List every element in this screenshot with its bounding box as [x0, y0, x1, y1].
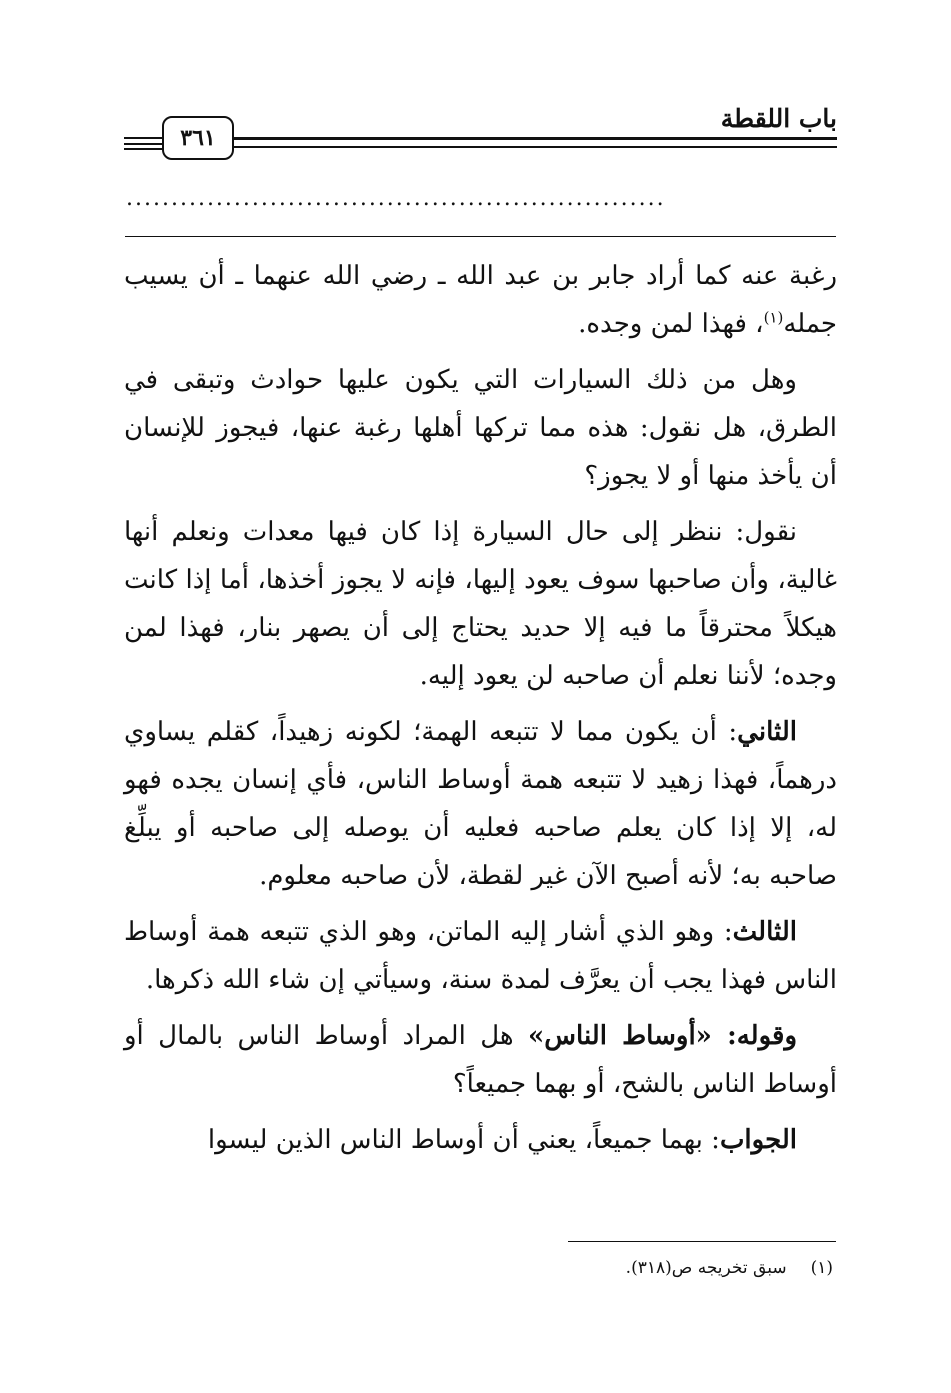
paragraph-text: رغبة عنه كما أراد جابر بن عبد الله ـ رضي الله عنهما ـ أن يسيب جمله — [124, 261, 837, 339]
page-number — [162, 116, 234, 160]
paragraph-5 — [124, 908, 837, 1004]
footnote-mark: (١) — [810, 1258, 833, 1278]
paragraph-text: ، فهذا لمن وجده. — [578, 309, 764, 339]
term-heading: الثاني — [737, 717, 797, 747]
paragraph-3: نقول: ننظر إلى حال السيارة إذا كان فيها معدات ونعلم أنها غالية، وأن صاحبها سوف يعود إليها، فإنه لا يجوز أخذها، أما إذا كانت هيكلاً محترقاً ما فيه إلا حديد يحتاج إلى أن يصهر بنار، فهذا لمن وجده؛ لأننا نعلم أن صاحبه لن يعود إليه. — [124, 517, 837, 691]
header-rule — [124, 148, 166, 150]
paragraph-text: : وهو الذي أشار إليه الماتن، وهو الذي تتبعه همة أوساط الناس فهذا يجب أن يعرَّف لمدة سنة، وسيأتي إن شاء الله ذكرها. — [124, 917, 837, 995]
chapter-title: باب اللقطة — [720, 104, 837, 133]
paragraph-2: وهل من ذلك السيارات التي يكون عليها حوادث وتبقى في الطرق، هل نقول: هذه مما تركها أهلها رغبة عنها، فيجوز للإنسان أن يأخذ منها أو لا يجوز؟ — [124, 365, 837, 491]
divider — [125, 236, 836, 237]
term-heading: الثالث — [732, 917, 797, 947]
header-rule — [124, 143, 166, 145]
body-text — [124, 252, 837, 1172]
paragraph-text: : أن يكون مما لا تتبعه الهمة؛ لكونه زهيداً، كقلم يساوي درهماً، فهذا زهيد لا تتبعه همة أوساط الناس، فأي إنسان يجده فهو له، إلا إذا كان يعلم صاحبه فعليه أن يوصله إلى صاحبه أو يبلِّغ صاحبه به؛ لأنه أصبح الآن غير لقطة، لأن صاحبه معلوم. — [124, 717, 837, 891]
paragraph-text: : بهما جميعاً، يعني أن أوساط الناس الذين ليسوا — [207, 1125, 720, 1155]
footnote — [626, 1258, 833, 1278]
paragraph-7 — [124, 1116, 837, 1164]
paragraph-text: هل المراد أوساط الناس بالمال أو أوساط الناس بالشح، أو بهما جميعاً؟ — [124, 1021, 837, 1099]
header-rule — [232, 146, 837, 148]
page-number-text: ٣٦١ — [180, 125, 216, 151]
term-heading: الجواب — [719, 1125, 797, 1155]
paragraph-6 — [124, 1012, 837, 1108]
header-rule — [124, 137, 166, 139]
paragraph-4 — [124, 708, 837, 900]
footnote-divider — [568, 1241, 836, 1242]
term-heading: وقوله — [736, 1021, 797, 1051]
ellipsis-row: ............................................................ — [126, 186, 666, 211]
header-rule — [232, 137, 837, 140]
footnote-reference: (١) — [763, 308, 784, 327]
paragraph-1 — [124, 252, 837, 348]
footnote-text: سبق تخريجه ص(٣١٨). — [625, 1258, 787, 1278]
quoted-term: : «أوساط الناس» — [528, 1021, 737, 1051]
